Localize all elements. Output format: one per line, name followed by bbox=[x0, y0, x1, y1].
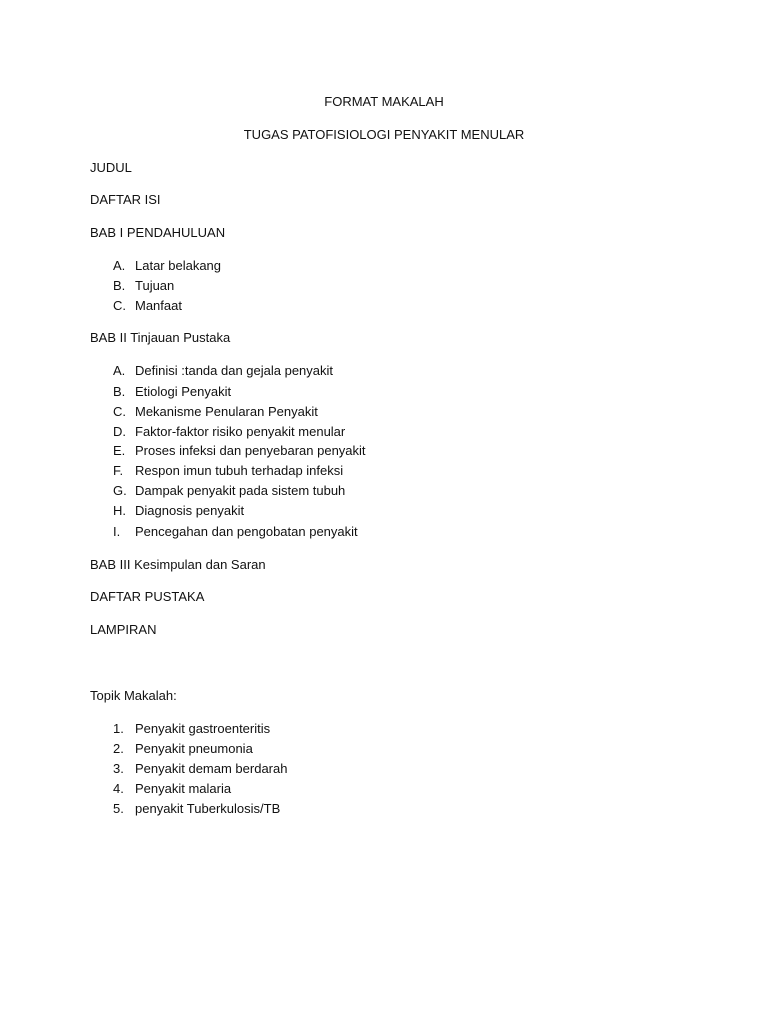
list-item-text: Penyakit gastroenteritis bbox=[135, 721, 271, 736]
list-marker: 1. bbox=[113, 721, 124, 736]
list-item bbox=[113, 443, 366, 459]
list-marker: C. bbox=[113, 298, 126, 313]
list-marker: 2. bbox=[113, 741, 124, 756]
section-bab3-heading: BAB III Kesimpulan dan Saran bbox=[90, 557, 266, 572]
list-item-text: Latar belakang bbox=[135, 258, 222, 273]
list-marker: A. bbox=[113, 363, 126, 378]
list-item-text: Penyakit malaria bbox=[135, 781, 232, 796]
list-marker: 3. bbox=[113, 761, 124, 776]
list-marker: G. bbox=[113, 483, 127, 498]
list-item bbox=[113, 363, 333, 379]
list-item bbox=[113, 761, 287, 777]
list-marker: 5. bbox=[113, 801, 124, 816]
list-item bbox=[113, 781, 231, 797]
section-daftar-isi: DAFTAR ISI bbox=[90, 192, 161, 207]
section-bab2-heading: BAB II Tinjauan Pustaka bbox=[90, 330, 231, 345]
list-item bbox=[113, 801, 280, 817]
list-item bbox=[113, 721, 270, 737]
section-bab1-heading: BAB I PENDAHULUAN bbox=[90, 225, 226, 240]
list-marker: C. bbox=[113, 404, 126, 419]
document-title: FORMAT MAKALAH bbox=[324, 94, 444, 109]
list-marker: B. bbox=[113, 384, 126, 399]
list-item-text: Penyakit pneumonia bbox=[135, 741, 253, 756]
list-item bbox=[113, 524, 358, 540]
list-item-text: Mekanisme Penularan Penyakit bbox=[135, 404, 318, 419]
section-judul: JUDUL bbox=[90, 160, 132, 175]
list-item-text: penyakit Tuberkulosis/TB bbox=[135, 801, 281, 816]
list-item-text: Respon imun tubuh terhadap infeksi bbox=[135, 463, 344, 478]
list-item-text: Manfaat bbox=[135, 298, 182, 313]
list-marker: D. bbox=[113, 424, 126, 439]
section-lampiran: LAMPIRAN bbox=[90, 622, 157, 637]
list-item-text: Penyakit demam berdarah bbox=[135, 761, 288, 776]
list-item-text: Etiologi Penyakit bbox=[135, 384, 232, 399]
topik-heading: Topik Makalah: bbox=[90, 688, 177, 703]
list-item-text: Faktor-faktor risiko penyakit menular bbox=[135, 424, 346, 439]
list-item bbox=[113, 483, 345, 499]
section-daftar-pustaka: DAFTAR PUSTAKA bbox=[90, 589, 205, 604]
list-item-text: Pencegahan dan pengobatan penyakit bbox=[135, 524, 358, 539]
list-item-text: Proses infeksi dan penyebaran penyakit bbox=[135, 443, 366, 458]
list-marker: B. bbox=[113, 278, 126, 293]
list-item bbox=[113, 741, 253, 757]
list-item-text: Tujuan bbox=[135, 278, 175, 293]
list-item bbox=[113, 278, 174, 294]
list-marker: A. bbox=[113, 258, 126, 273]
list-item bbox=[113, 298, 182, 314]
list-item-text: Definisi :tanda dan gejala penyakit bbox=[135, 363, 334, 378]
list-item bbox=[113, 404, 318, 420]
list-marker: F. bbox=[113, 463, 124, 478]
list-item-text: Dampak penyakit pada sistem tubuh bbox=[135, 483, 346, 498]
list-item bbox=[113, 384, 231, 400]
document-subtitle: TUGAS PATOFISIOLOGI PENYAKIT MENULAR bbox=[243, 127, 525, 142]
list-marker: H. bbox=[113, 503, 126, 518]
list-item-text: Diagnosis penyakit bbox=[135, 503, 245, 518]
list-marker: E. bbox=[113, 443, 126, 458]
list-item bbox=[113, 463, 343, 479]
list-item bbox=[113, 258, 221, 274]
list-item bbox=[113, 424, 345, 440]
list-item bbox=[113, 503, 244, 519]
list-marker: I. bbox=[113, 524, 121, 539]
list-marker: 4. bbox=[113, 781, 124, 796]
